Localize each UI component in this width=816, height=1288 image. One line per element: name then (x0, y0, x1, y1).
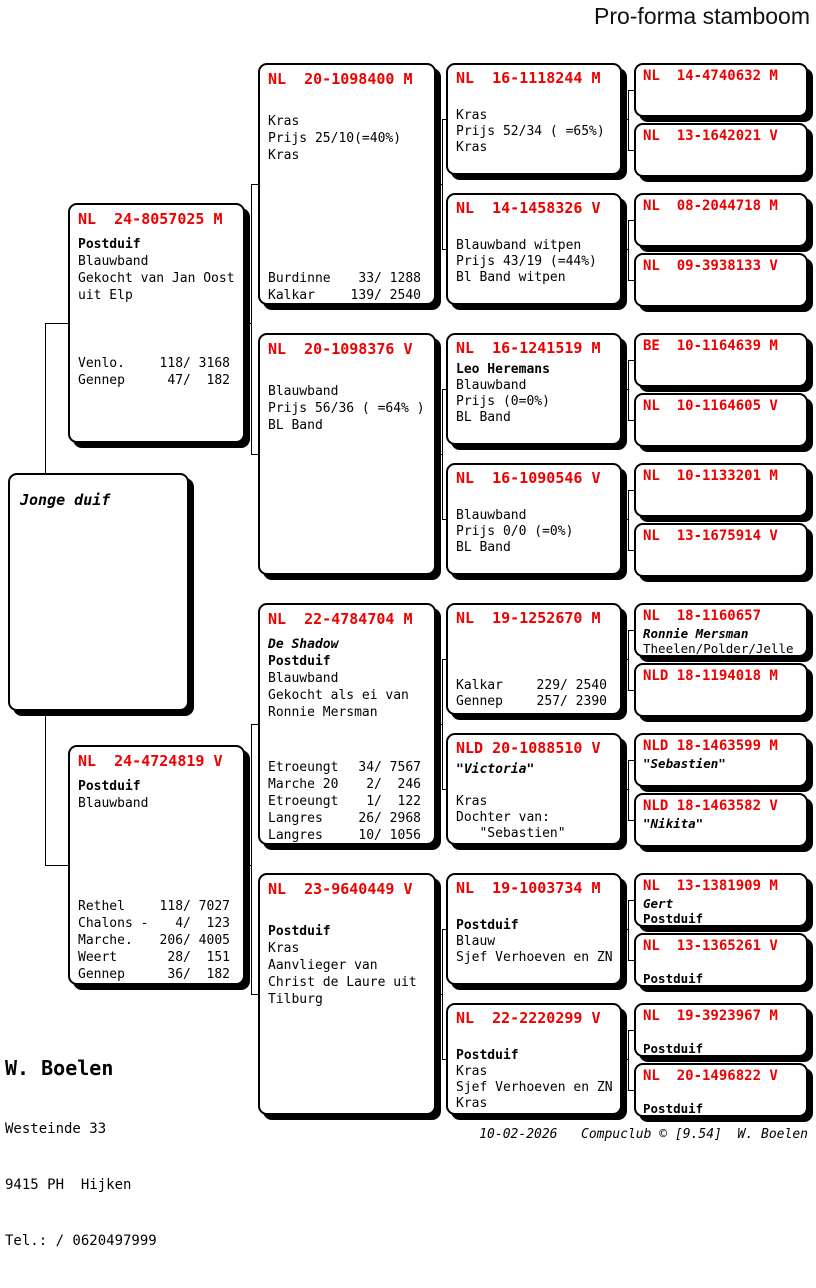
race-result-row: Rethel 118/ 7027 (78, 899, 230, 914)
pigeon-info-line: Kras (456, 1096, 488, 1111)
pigeon-info-line: BL Band (456, 540, 511, 555)
pigeon-info-line: Kras (268, 941, 300, 956)
connector-line (628, 960, 634, 961)
pedigree-box (634, 873, 808, 927)
pigeon-info-line: Blauwband (456, 378, 527, 393)
connector-line (628, 630, 629, 690)
ring-number: NL 10-1133201 M (643, 468, 778, 484)
pigeon-info-line: Gert (643, 896, 674, 911)
ring-number: NL 16-1090546 V (456, 469, 601, 487)
race-result-row: Kalkar 229/ 2540 (456, 678, 607, 693)
ring-number: NLD 20-1088510 V (456, 739, 601, 757)
subject-box (8, 473, 189, 711)
connector-line (628, 220, 629, 280)
pigeon-info-line: Christ de Laure uit (268, 975, 417, 990)
ring-number: NL 16-1241519 M (456, 339, 601, 357)
pigeon-info-line (268, 906, 428, 923)
ring-number: NL 24-8057025 M (78, 210, 223, 228)
pigeon-info-line: Gekocht als ei van (268, 688, 409, 703)
pigeon-info-line: "Nikita" (643, 816, 704, 831)
race-result-row: Langres 10/ 1056 (268, 828, 421, 843)
owner-street: Westeinde 33 (5, 1121, 107, 1137)
connector-line (251, 994, 258, 995)
subject-label: Jonge duif (20, 491, 111, 509)
pedigree-box (634, 193, 808, 247)
connector-line (45, 865, 68, 866)
race-results (268, 270, 421, 304)
connector-line (628, 360, 634, 361)
race-result-row: Venlo. 118/ 3168 (78, 356, 230, 371)
race-results (78, 898, 230, 983)
race-result-row: Weert 28/ 151 (78, 950, 230, 965)
owner-name: W. Boelen (5, 1056, 114, 1080)
ring-number: NL 13-1381909 M (643, 878, 778, 894)
ring-number: NL 20-1098376 V (268, 340, 413, 358)
race-result-row: Gennep 47/ 182 (78, 373, 230, 388)
pigeon-info-line: Blauw (456, 934, 496, 949)
pigeon-info-line (456, 222, 614, 238)
connector-line (628, 630, 634, 631)
pigeon-info-line: Theelen/Polder/Jelle (643, 641, 794, 656)
connector-line (628, 690, 634, 691)
connector-line (251, 184, 252, 454)
sire-box (68, 203, 245, 443)
pigeon-info-line: Blauwband (268, 384, 339, 399)
ring-number: NL 13-1365261 V (643, 938, 778, 954)
footer (479, 1127, 808, 1142)
pedigree-box (634, 663, 808, 717)
ring-number: NL 22-4784704 M (268, 610, 413, 628)
pedigree-box (634, 123, 808, 177)
pigeon-info-line: Prijs 25/10(=40%) (268, 131, 402, 146)
pedigree-box (634, 933, 808, 987)
pedigree-box (634, 1003, 808, 1057)
ring-number: NL 23-9640449 V (268, 880, 413, 898)
connector-line (251, 724, 252, 994)
pedigree-box (634, 603, 808, 657)
connector-line (628, 90, 634, 91)
pigeon-info-line: Kras (456, 794, 488, 809)
pedigree-box (634, 463, 808, 517)
pigeon-info-line: Gekocht van Jan Oost (78, 271, 235, 286)
pigeon-info-line: De Shadow (268, 637, 339, 652)
pigeon-info-line: uit Elp (78, 288, 133, 303)
pigeon-info-line: Kras (456, 1064, 488, 1079)
pigeon-info-line: Ronnie Mersman (643, 626, 749, 641)
pigeon-info-line: Kras (456, 140, 488, 155)
ring-number: NL 18-1160657 (643, 608, 762, 624)
pedigree-box (258, 873, 436, 1115)
ring-number: NL 14-1458326 V (456, 199, 601, 217)
pigeon-info-line: "Victoria" (456, 762, 535, 777)
connector-line (628, 90, 629, 150)
connector-line (442, 119, 443, 249)
dam-box (68, 745, 245, 985)
owner-block (5, 1017, 157, 1288)
owner-city: 9415 PH Hijken (5, 1177, 132, 1193)
pigeon-info-line: Blauwband (268, 671, 339, 686)
connector-line (442, 389, 443, 519)
connector-line (628, 150, 634, 151)
pigeon-info-line (268, 96, 428, 113)
pedigree-box (446, 733, 622, 845)
race-result-row: Etroeungt 1/ 122 (268, 794, 421, 809)
pigeon-info-line: Postduif (268, 654, 331, 669)
pigeon-info-line: Blauwband (78, 254, 149, 269)
connector-line (442, 519, 446, 520)
ring-number: NL 13-1642021 V (643, 128, 778, 144)
connector-line (628, 820, 634, 821)
race-result-row: Etroeungt 34/ 7567 (268, 760, 421, 775)
pigeon-info-line: Sjef Verhoeven en ZN (456, 1080, 613, 1095)
connector-line (628, 490, 634, 491)
pigeon-info-line: Aanvlieger van (268, 958, 378, 973)
pigeon-info-line: Prijs 43/19 (=44%) (456, 254, 597, 269)
race-result-row: Kalkar 139/ 2540 (268, 288, 421, 303)
pigeon-info-line: BL Band (268, 418, 323, 433)
pedigree-box (258, 63, 436, 305)
footer-date: 10-02-2026 (479, 1127, 558, 1142)
connector-line (628, 1030, 634, 1031)
connector-line (251, 454, 258, 455)
ring-number: BE 10-1164639 M (643, 338, 778, 354)
connector-line (442, 659, 446, 660)
pigeon-info-line (643, 1026, 800, 1041)
connector-line (628, 1090, 634, 1091)
pigeon-info-line: Postduif (643, 1101, 704, 1116)
pedigree-box (634, 253, 808, 307)
pigeon-info-line: Postduif (643, 971, 704, 986)
pedigree-box (446, 1003, 622, 1115)
connector-line (442, 929, 446, 930)
ring-number: NLD 18-1194018 M (643, 668, 778, 684)
ring-number: NL 13-1675914 V (643, 528, 778, 544)
connector-line (442, 789, 446, 790)
pigeon-info-line (643, 956, 800, 971)
pigeon-info-line (643, 1086, 800, 1101)
footer-program: Compuclub © [9.54] (581, 1127, 722, 1142)
pigeon-info-line: Postduif (78, 237, 141, 252)
pigeon-info-line: BL Band (456, 410, 511, 425)
connector-line (45, 323, 46, 473)
ring-number: NL 24-4724819 V (78, 752, 223, 770)
pigeon-info-line: Postduif (268, 924, 331, 939)
ring-number: NL 19-1252670 M (456, 609, 601, 627)
pigeon-info-line: Bl Band witpen (456, 270, 566, 285)
connector-line (251, 184, 258, 185)
pigeon-info-line: Leo Heremans (456, 362, 550, 377)
race-result-row: Langres 26/ 2968 (268, 811, 421, 826)
pedigree-box (634, 733, 808, 787)
race-result-row: Chalons - 4/ 123 (78, 916, 230, 931)
pigeon-info-line: Ronnie Mersman (268, 705, 378, 720)
pigeon-info-line: "Sebastien" (456, 826, 566, 841)
connector-line (251, 724, 258, 725)
pigeon-info-line: Sjef Verhoeven en ZN (456, 950, 613, 965)
pigeon-info-line: Blauwband (456, 508, 527, 523)
connector-line (45, 323, 68, 324)
pedigree-box (634, 793, 808, 847)
ring-number: NL 10-1164605 V (643, 398, 778, 414)
pedigree-box (446, 603, 622, 715)
pigeon-info-line: Blauwband witpen (456, 238, 582, 253)
connector-line (628, 220, 634, 221)
connector-line (628, 490, 629, 550)
pedigree-box (634, 1063, 808, 1117)
pigeon-info-line: Postduif (643, 1041, 704, 1056)
connector-line (628, 760, 629, 820)
ring-number: NL 20-1098400 M (268, 70, 413, 88)
ring-number: NL 09-3938133 V (643, 258, 778, 274)
connector-line (628, 900, 629, 960)
pedigree-box (258, 333, 436, 575)
race-results (78, 355, 230, 389)
ring-number: NL 16-1118244 M (456, 69, 601, 87)
pedigree-box (446, 463, 622, 575)
connector-line (45, 711, 46, 865)
connector-line (442, 249, 446, 250)
pigeon-info-line: Blauwband (78, 796, 149, 811)
ring-number: NLD 18-1463599 M (643, 738, 778, 754)
footer-user: W. Boelen (737, 1127, 808, 1142)
pigeon-info-line: Prijs 52/34 ( =65%) (456, 124, 605, 139)
pedigree-box (258, 603, 436, 845)
pigeon-info-line (456, 1032, 614, 1048)
owner-phone: Tel.: / 0620497999 (5, 1233, 157, 1249)
pedigree-box (634, 333, 808, 387)
pigeon-info-line: Tilburg (268, 992, 323, 1007)
connector-line (442, 659, 443, 789)
pigeon-info-line (456, 778, 614, 794)
race-result-row: Burdinne 33/ 1288 (268, 271, 421, 286)
pigeon-info-line (456, 902, 614, 918)
pigeon-info-line: "Sebastien" (643, 756, 726, 771)
pedigree-box (446, 193, 622, 305)
page-title: Pro-forma stamboom (593, 3, 810, 29)
pedigree-box (446, 873, 622, 985)
connector-line (628, 900, 634, 901)
pedigree-box (446, 333, 622, 445)
connector-line (442, 389, 446, 390)
pigeon-info-line: Postduif (456, 918, 519, 933)
pigeon-info-line: Kras (268, 148, 300, 163)
race-result-row: Gennep 36/ 182 (78, 967, 230, 982)
connector-line (628, 420, 634, 421)
ring-number: NL 22-2220299 V (456, 1009, 601, 1027)
connector-line (442, 119, 446, 120)
ring-number: NL 08-2044718 M (643, 198, 778, 214)
pigeon-info-line: Kras (456, 108, 488, 123)
ring-number: NL 14-4740632 M (643, 68, 778, 84)
connector-line (628, 760, 634, 761)
pigeon-info-line: Kras (268, 114, 300, 129)
pedigree-box (634, 63, 808, 117)
connector-line (442, 1059, 446, 1060)
pigeon-info-line (456, 92, 614, 108)
race-results (456, 678, 607, 710)
pigeon-info-line (268, 366, 428, 383)
ring-number: NLD 18-1463582 V (643, 798, 778, 814)
ring-number: NL 19-1003734 M (456, 879, 601, 897)
ring-number: NL 20-1496822 V (643, 1068, 778, 1084)
connector-line (628, 550, 634, 551)
pigeon-info-line: Postduif (643, 911, 704, 926)
pigeon-info-line: Dochter van: (456, 810, 550, 825)
pedigree-box (634, 523, 808, 577)
connector-line (628, 280, 634, 281)
pedigree-box (446, 63, 622, 175)
race-result-row: Marche 20 2/ 246 (268, 777, 421, 792)
pigeon-info-line: Prijs 56/36 ( =64% ) (268, 401, 425, 416)
race-result-row: Gennep 257/ 2390 (456, 694, 607, 709)
pigeon-info-line: Postduif (456, 1048, 519, 1063)
pedigree-box (634, 393, 808, 447)
pigeon-info-line: Prijs (0=0%) (456, 394, 550, 409)
ring-number: NL 19-3923967 M (643, 1008, 778, 1024)
pigeon-info-line: Prijs 0/0 (=0%) (456, 524, 574, 539)
connector-line (628, 1030, 629, 1090)
pigeon-info-line (456, 492, 614, 508)
pigeon-info-line: Postduif (78, 779, 141, 794)
connector-line (628, 360, 629, 420)
connector-line (442, 929, 443, 1059)
race-result-row: Marche. 206/ 4005 (78, 933, 230, 948)
race-results (268, 759, 421, 844)
